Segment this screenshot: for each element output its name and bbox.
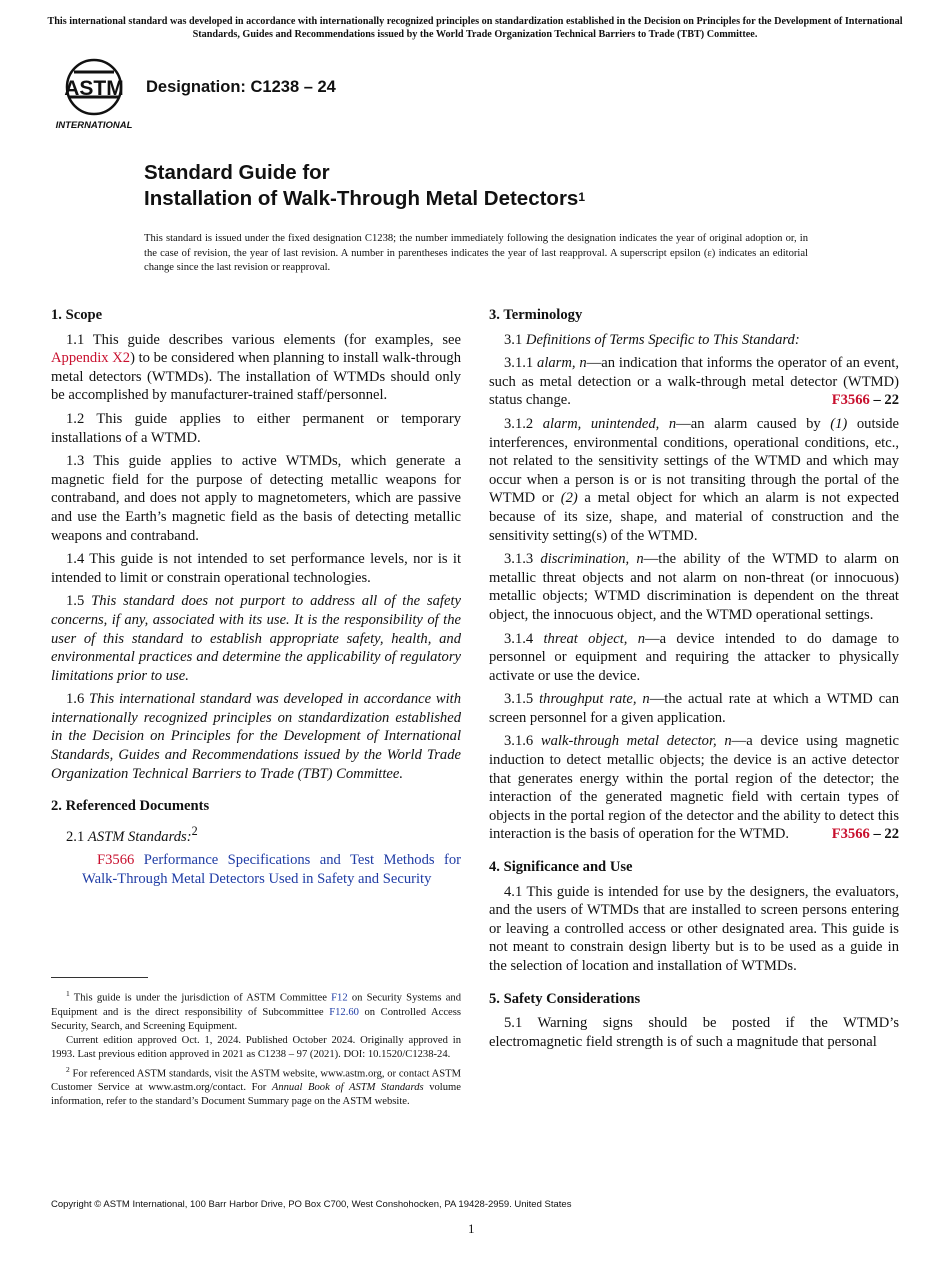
left-column <box>51 306 461 893</box>
terminology-heading: 3. Terminology <box>489 307 583 323</box>
right-column <box>489 306 899 1056</box>
scope-1-1: 1.1 This guide describes various elements (for examples, see Appendix X2) to be considered when planning to install walk-through metal detectors (WTMDs). The installation of WTMDs should only be accomplished by manufacturer-trained staff/personnel. <box>51 331 462 404</box>
significance-4-1: 4.1 This guide is intended for use by the designers, the evaluators, and the users of WTMDs that are installed to screen persons entering or leaving a controlled access or other designated area. This guide is not meant to constrain design liberty but is to be used as a guide in the selection of location and installation of WTMDs. <box>489 883 899 974</box>
astm-logo-icon <box>54 57 134 135</box>
appendix-x2-link[interactable]: Appendix X2 <box>51 350 131 367</box>
footnote-edition: Current edition approved Oct. 1, 2024. Published October 2024. Originally approved in 1993. Last previous edition approved in 2021 as C1238 – 97 (2021). DOI: 10.1520/C1238-24. <box>51 1035 461 1061</box>
issued-note: This standard is issued under the fixed designation C1238; the number immediately following the designation indicates the year of original adoption or, in the case of revision, the year of last revision. A number in parentheses indicates the year of last reapproval. A superscript epsilon (ε) indicates an editorial change since the last revision or reapproval. <box>144 233 808 273</box>
scope-1-4: 1.4 This guide is not intended to set performance levels, nor is it intended to limit or constrain operational technologies. <box>51 551 461 586</box>
footnote-divider <box>51 977 148 978</box>
title-line-2: Installation of Walk-Through Metal Detectors$^1$ <box>144 187 586 210</box>
scope-1-5: 1.5 This standard does not purport to address all of the safety concerns, if any, associated with its use. It is the responsibility of the user of this standard to establish appropriate safety, health, and environmental practices and determine the applicability of regulatory limitations prior to use. <box>51 593 461 684</box>
copyright: Copyright © ASTM International, 100 Barr Harbor Drive, PO Box C700, West Conshohocken, PA 19428-2959. United States <box>51 1199 572 1210</box>
f12-60-link[interactable]: F12.60 <box>329 1006 359 1018</box>
page-title <box>144 160 585 212</box>
term-3-1: 3.1 Definitions of Terms Specific to This Standard: <box>504 331 800 348</box>
safety-heading: 5. Safety Considerations <box>489 990 641 1007</box>
term-3-1-2: 3.1.2 alarm, unintended, n—an alarm caused by (1) outside interferences, environmental conditions, operational conditions, etc., not related to the sensitivity settings of the WTMD and which may occur when a person is or is not transiting through the portal of the WTMD or (2) a metal object for which an alarm is not expected because of its size, shape, and material of construction and the sensitivity setting(s) of the WTMD. <box>489 415 900 544</box>
refdocs-2-1: 2.1 ASTM Standards:$^2$ <box>66 823 198 845</box>
safety-5-1: 5.1 Warning signs should be posted if the WTMD’s electromagnetic field strength is of such a magnitude that personal <box>489 1015 899 1050</box>
scope-1-2: 1.2 This guide applies to either permanent or temporary installations of a WTMD. <box>51 410 461 446</box>
term-3-1-3: 3.1.3 discrimination, n—the ability of the WTMD to alarm on metallic threat objects and not alarm on non-threat (or innocuous) metallic objects; WTMD discrimination is dependent on the threat object, the innocuous object, and the WTMD operational settings. <box>489 551 899 623</box>
term-3-1-6-ref[interactable]: F3566 – 22 <box>831 826 899 843</box>
scope-1-6: 1.6 This international standard was developed in accordance with internationally recognized principles on standardization established in the Decision on Principles for the Development of International Standards, Guides and Recommendations issued by the World Trade Organization Technical Barriers to Trade (TBT) Committee. <box>51 691 462 782</box>
scope-1-3: 1.3 This guide applies to active WTMDs, which generate a magnetic field for the purpose of detecting metallic weapons for contraband, and does not apply to magnetometers, which are passive and use the Earth’s magnetic field as the basis of detecting metallic weapons and contraband. <box>51 453 461 544</box>
footnote-1: $^1$ This guide is under the jurisdiction of ASTM Committee F12 on Security Systems and Equipment and is the direct responsibility of Subcommittee F12.60 on Controlled Access Security, Search, and Screening Equipment. <box>51 989 461 1032</box>
footnotes <box>51 987 461 1110</box>
scope-heading: 1. Scope <box>51 307 103 323</box>
footnote-2: $^2$ For referenced ASTM standards, visit the ASTM website, www.astm.org, or contact ASTM Customer Service at www.astm.org/contact. For Annual Book of ASTM Standards volume information, refer to the standard’s Document Summary page on the ASTM website. <box>51 1064 462 1108</box>
term-3-1-1-ref[interactable]: F3566 – 22 <box>831 392 899 409</box>
page-number: 1 <box>468 1221 475 1236</box>
term-3-1-5: 3.1.5 throughput rate, n—the actual rate at which a WTMD can screen personnel for a given application. <box>489 691 899 726</box>
refdocs-heading: 2. Referenced Documents <box>51 798 210 815</box>
designation: Designation: C1238 – 24 <box>146 78 336 96</box>
f12-link[interactable]: F12 <box>331 992 348 1004</box>
ref-f3566[interactable]: F3566 Performance Specifications and Test Methods for Walk-Through Metal Detectors Used in Safety and Security <box>82 852 461 887</box>
svg-text:INTERNATIONAL: INTERNATIONAL <box>55 120 133 131</box>
term-3-1-1: 3.1.1 alarm, n—an indication that informs the operator of an event, such as metal detection or a walk-through metal detector (WTMD) status change. F3566 – 22 <box>489 355 899 409</box>
svg-text:ASTM: ASTM <box>64 77 124 100</box>
term-3-1-4: 3.1.4 threat object, n—a device intended to do damage to personnel or equipment and requiring the attacker to physically activate or use the device. <box>489 630 899 684</box>
title-line-1: Standard Guide for <box>144 161 330 184</box>
significance-heading: 4. Significance and Use <box>489 859 633 876</box>
astm-logo <box>54 57 134 135</box>
term-3-1-6: 3.1.6 walk-through metal detector, n—a device using magnetic induction to detect metallic objects; the device is an active detector that generates energy within the portal region of the detector; the interaction of the generated magnetic field with certain types of objects in the portal region of the detector and the ability to detect this interaction is the basis of operation for the WTMD. F3566 – 22 <box>489 733 899 843</box>
header-notice: This international standard was developed in accordance with internationally recognized principles on standardization established in the Decision on Principles for the Development of International Standards, Guides and Recommendations issued by the World Trade Organization Technical Barriers to Trade (TBT) Committee. <box>47 16 903 40</box>
